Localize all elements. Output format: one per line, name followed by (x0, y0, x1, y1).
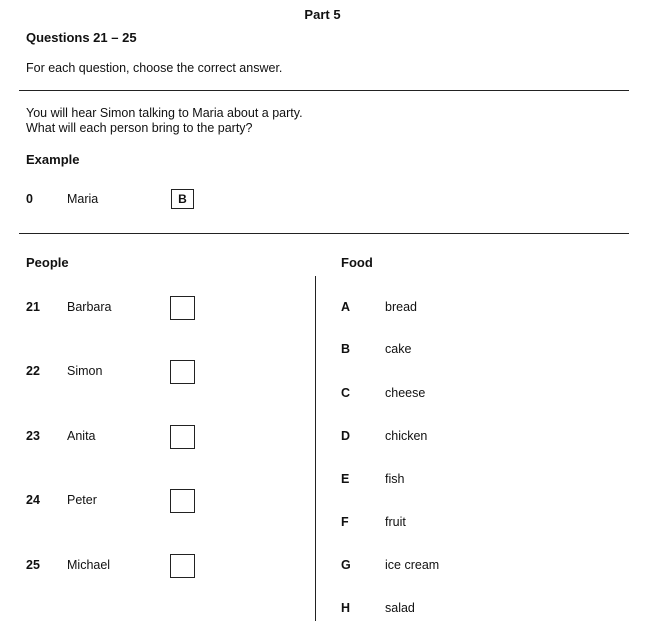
food-name: fish (385, 472, 405, 486)
intro-text-line-1: You will hear Simon talking to Maria about a party. (26, 106, 303, 120)
person-name: Michael (67, 558, 111, 572)
answer-box-22[interactable] (170, 360, 195, 384)
food-option-g (0, 558, 645, 576)
food-name: fruit (385, 515, 406, 529)
person-name: Simon (67, 364, 103, 378)
food-option-e (0, 472, 645, 490)
option-letter: D (341, 429, 351, 443)
example-heading: Example (26, 152, 80, 167)
questions-range: Questions 21 – 25 (26, 30, 137, 45)
divider-line (19, 233, 629, 234)
option-letter: G (341, 558, 351, 572)
food-name: cake (385, 342, 412, 356)
option-letter: B (341, 342, 351, 356)
food-name: salad (385, 601, 415, 615)
option-letter: F (341, 515, 349, 529)
food-name: chicken (385, 429, 428, 443)
food-option-b (0, 342, 645, 360)
part-title: Part 5 (304, 7, 341, 22)
person-name: Peter (67, 493, 97, 507)
food-heading: Food (341, 255, 373, 270)
food-name: ice cream (385, 558, 440, 572)
question-number: 21 (26, 300, 40, 314)
food-name: cheese (385, 386, 426, 400)
question-number: 22 (26, 364, 40, 378)
question-row-22 (0, 360, 315, 386)
question-row-24 (0, 489, 315, 515)
example-number: 0 (26, 192, 33, 206)
food-name: bread (385, 300, 417, 314)
option-letter: E (341, 472, 350, 486)
question-number: 23 (26, 429, 40, 443)
person-name: Anita (67, 429, 96, 443)
instruction-text: For each question, choose the correct answer. (26, 61, 283, 75)
example-answer-box: B (171, 189, 194, 209)
question-number: 25 (26, 558, 40, 572)
food-option-a (0, 300, 645, 318)
food-option-f (0, 515, 645, 533)
option-letter: C (341, 386, 351, 400)
divider-line (19, 90, 629, 91)
food-option-d (0, 429, 645, 447)
answer-box-24[interactable] (170, 489, 195, 513)
question-number: 24 (26, 493, 40, 507)
option-letter: A (341, 300, 351, 314)
food-option-h (0, 601, 645, 619)
people-heading: People (26, 255, 69, 270)
option-letter: H (341, 601, 351, 615)
intro-text-line-2: What will each person bring to the party? (26, 121, 253, 135)
example-name: Maria (67, 192, 99, 206)
person-name: Barbara (67, 300, 112, 314)
food-option-c (0, 386, 645, 404)
